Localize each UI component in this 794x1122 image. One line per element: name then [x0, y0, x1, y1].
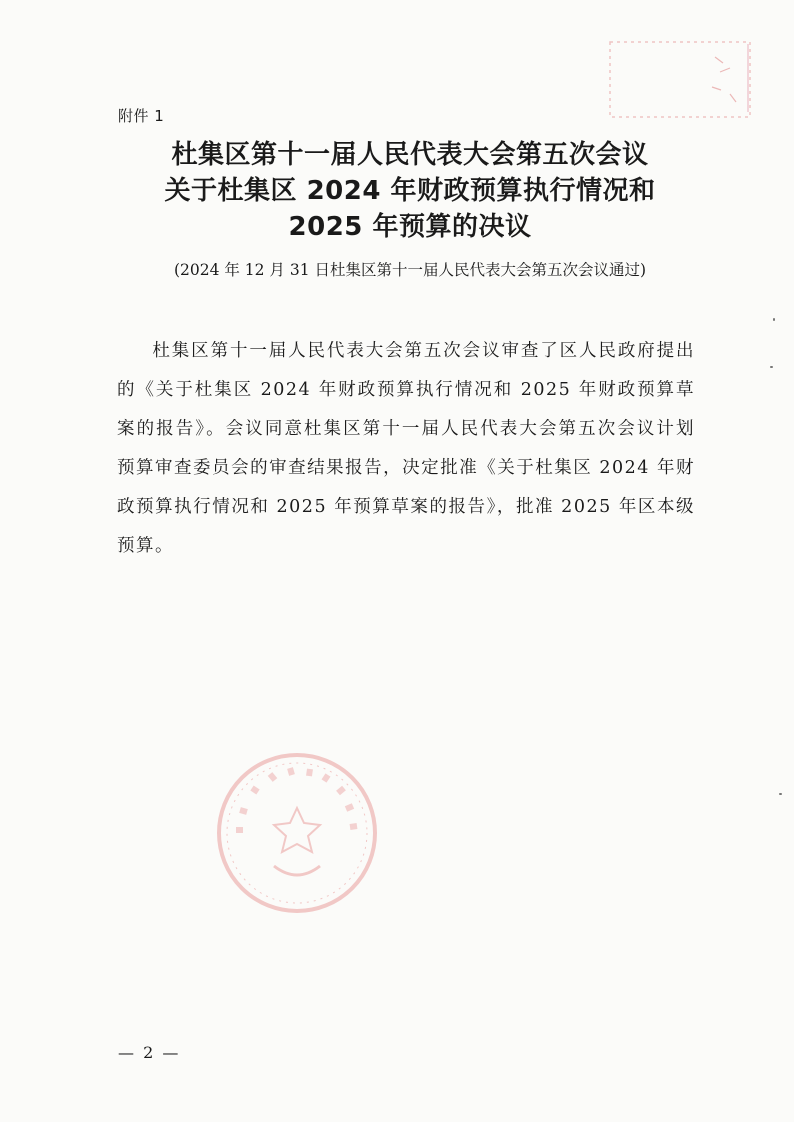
scan-speck — [770, 366, 773, 368]
scan-speck — [779, 793, 782, 795]
document-subtitle: (2024 年 12 月 31 日杜集区第十一届人民代表大会第五次会议通过) — [173, 261, 647, 279]
attachment-label: 附件 1 — [118, 107, 165, 125]
resolution-body — [117, 332, 695, 566]
scan-speck — [773, 318, 775, 321]
resolution-body-text: 杜集区第十一届人民代表大会第五次会议审查了区人民政府提出的《关于杜集区 2024 年财政预算执行情况和 2025 年财政预算草案的报告》。会议同意杜集区第十一届人民代表大会第五次会议计划预算审查委员会的审查结果报告，决定批准《关于杜集区 2024 年财政预算执行情况和 2025 年预算草案的报告》，批准 2025 年区本级预算。 — [117, 341, 695, 556]
document-title-line-1: 杜集区第十一届人民代表大会第五次会议 — [171, 140, 649, 170]
page-number: — 2 — — [118, 1043, 181, 1062]
corner-stamp-icon — [600, 32, 760, 127]
official-seal-icon — [212, 748, 382, 918]
document-title-line-2: 关于杜集区 2024 年财政预算执行情况和 — [164, 176, 656, 206]
document-title-line-3: 2025 年预算的决议 — [288, 212, 532, 242]
